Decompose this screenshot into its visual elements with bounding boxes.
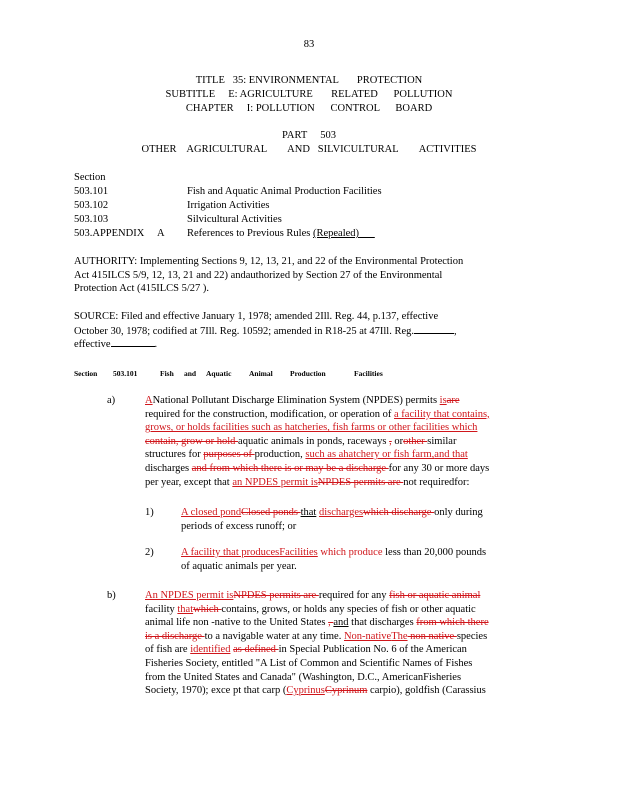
source-note: SOURCE: Filed and effective January 1, 1978; amended 2Ill. Reg. 44, p.137, effective October 30, 1978; codified at 7Ill. Reg. 10592; amended in R18-25 at 47Ill. Reg. , effective . [74,311,457,351]
toc-appendix-title: References to Previous Rules (Repealed) [187,228,360,239]
section-title-word: and [184,369,197,378]
section-number: 503.101 [113,369,138,378]
toc-appendix-num: 503.APPENDIX [74,228,145,239]
subparagraph-2: A facility that producesFacilities which produce less than 20,000 pounds of aquatic animals per year. [181,547,487,572]
section-label: Section [74,369,98,378]
repealed-label: (Repealed) [312,228,360,239]
section-title-word: Production [290,369,326,378]
section-title-word: Aquatic [206,369,232,378]
page-number: 83 [303,39,315,50]
chapter-line: CHAPTER I: POLLUTION CONTROL BOARD [185,103,433,114]
toc-row-title: Fish and Aquatic Animal Production Facilities [187,186,382,197]
toc-header: Section [74,172,106,183]
toc-row-title: Irrigation Activities [187,200,270,211]
toc-row-num: 503.102 [74,200,109,211]
toc-row-num: 503.101 [74,186,109,197]
subtitle-line: SUBTITLE E: AGRICULTURE RELATED POLLUTION [165,89,453,100]
paragraph-marker: a) [107,395,116,406]
toc-row-title: Silvicultural Activities [187,214,282,225]
paragraph-marker: b) [107,590,116,601]
subparagraph-marker: 2) [145,547,154,558]
subparagraph-1: A closed pondClosed ponds that dischargeswhich discharge only during periods of excess runoff; or [181,507,483,532]
toc-appendix-letter: A [157,228,165,239]
authority-note: AUTHORITY: Implementing Sections 9, 12, 13, 21, and 22 of the Environmental Protection Act 415ILCS 5/9, 12, 13, 21 and 22) andauthorized by Section 27 of the Environmental Protection Act (415ILCS 5/27 ). [74,256,464,295]
subparagraph-marker: 1) [145,507,154,518]
title-line: TITLE 35: ENVIRONMENTAL PROTECTION [195,75,423,86]
paragraph-b: An NPDES permit isNPDES permits are required for any fish or aquatic animal facility thatwhich contains, grows, or holds any species of fish or other aquatic animal life non -native to the United States , and that discharges from which there is a discharge to a navigable water at any time. Non-nativeThe non native species of fish are identified as defined in Special Publication No. 6 of the American Fisheries Society, entitled "A List of Common and Scientific Names of Fishes from the United States and Canada" (Washington, D.C., AmericanFisheries Society, 1970); exce pt that carp (CyprinusCyprinum carpio), goldfish (Carassius [145,590,489,697]
section-title-word: Facilities [354,369,383,378]
toc-row-num: 503.103 [74,214,109,225]
part-line: PART 503 [282,130,336,141]
part-name-line: OTHER AGRICULTURAL AND SILVICULTURAL ACTIVITIES [141,144,477,155]
paragraph-a: ANational Pollutant Discharge Elimination System (NPDES) permits isare required for the construction, modification, or operation of a facility that contains, grows, or holds facilities such as hatcheries, fish farms or other facilities which contain, grow or hold aquatic animals in ponds, raceways , orother similar structures for purposes of production, such as ahatchery or fish farm,and that discharges and from which there is or may be a discharge for any 30 or more days per year, except that an NPDES permit isNPDES permits are not requiredfor: [145,395,490,488]
section-title-word: Animal [249,369,273,378]
section-title-word: Fish [160,369,174,378]
